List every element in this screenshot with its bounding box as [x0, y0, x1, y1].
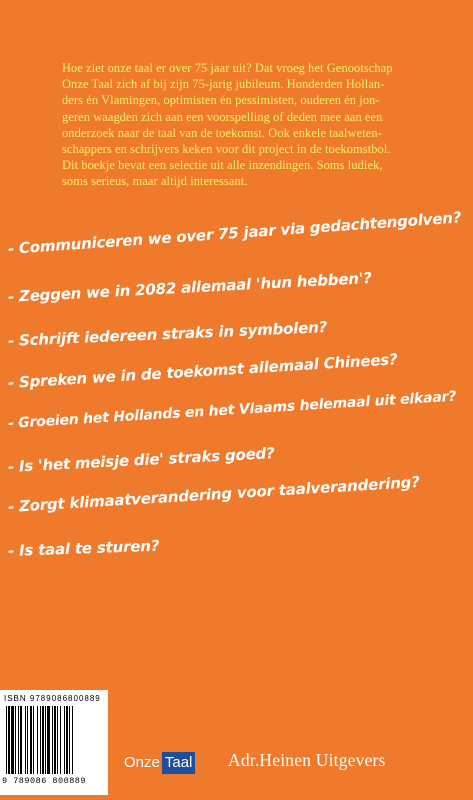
barcode-bar [6, 706, 7, 774]
barcode-bar [47, 706, 50, 774]
question-item: - Zorgt klimaatverandering voor taalverandering? [7, 472, 421, 516]
barcode-bar [72, 706, 73, 774]
barcode-bar [30, 706, 32, 774]
blurb-line: soms serieus, maar altijd interessant. [62, 174, 248, 189]
question-item: - Communiceren we over 75 jaar via gedachtengolven? [7, 208, 462, 258]
barcode-bar [69, 706, 70, 774]
barcode-bar [27, 706, 28, 774]
blurb-line: ders én Vlamingen, optimisten én pessimisten, ouderen én jon- [62, 93, 380, 108]
barcode-bar [52, 706, 53, 774]
barcode-bar [33, 706, 34, 774]
blurb-line: Dit boekje bevat een selectie uit alle inzendingen. Soms ludiek, [62, 158, 383, 173]
barcode-bar [8, 706, 10, 774]
barcode-bar [15, 706, 16, 774]
barcode-bar [42, 706, 44, 774]
onze-taal-logo [122, 752, 195, 774]
question-item: - Zeggen we in 2082 allemaal 'hun hebben'? [7, 268, 373, 306]
barcode-bar [66, 706, 68, 774]
barcode-bar [64, 706, 65, 774]
barcode-bar [40, 706, 41, 774]
blurb-line: Onze Taal zich af bij zijn 75-jarig jubileum. Honderden Hollan- [62, 77, 385, 92]
publisher-name: Adr.Heinen Uitgevers [228, 750, 386, 770]
blurb-line: Hoe ziet onze taal er over 75 jaar uit? Dat vroeg het Genootschap [62, 61, 393, 75]
barcode-bar [18, 706, 19, 774]
barcode-number: 9 789086 800889 [2, 776, 87, 786]
question-item: - Spreken we in de toekomst allemaal Chinees? [7, 350, 398, 392]
barcode-bar [37, 706, 38, 774]
logo-onze: Onze [124, 754, 160, 771]
barcode-bar [54, 706, 56, 774]
question-item: - Is 'het meisje die' straks goed? [7, 444, 276, 476]
back-cover-blurb [62, 60, 422, 190]
barcode [0, 690, 108, 795]
blurb-line: onderzoek naar de taal van de toekomst. Ook enkele taalweten- [62, 125, 382, 140]
barcode-bar [25, 706, 26, 774]
isbn-label: ISBN 9789086800889 [4, 694, 101, 703]
barcode-bar [60, 706, 61, 774]
question-item: - Groeien het Hollands en het Vlaams helemaal uit elkaar? [7, 388, 457, 432]
barcode-bars [6, 706, 102, 774]
question-item: - Is taal te sturen? [7, 536, 160, 560]
blurb-line: schappers en schrijvers keken voor dit project in de toekomstbol. [62, 142, 391, 157]
logo-taal: Taal [162, 752, 196, 774]
question-item: - Schrijft iedereen straks in symbolen? [7, 318, 328, 350]
barcode-bar [11, 706, 14, 774]
barcode-bar [57, 706, 58, 774]
barcode-bar [45, 706, 46, 774]
barcode-bar [20, 706, 22, 774]
blurb-line: geren waagden zich aan een voorspelling of deden mee aan een [62, 109, 383, 124]
